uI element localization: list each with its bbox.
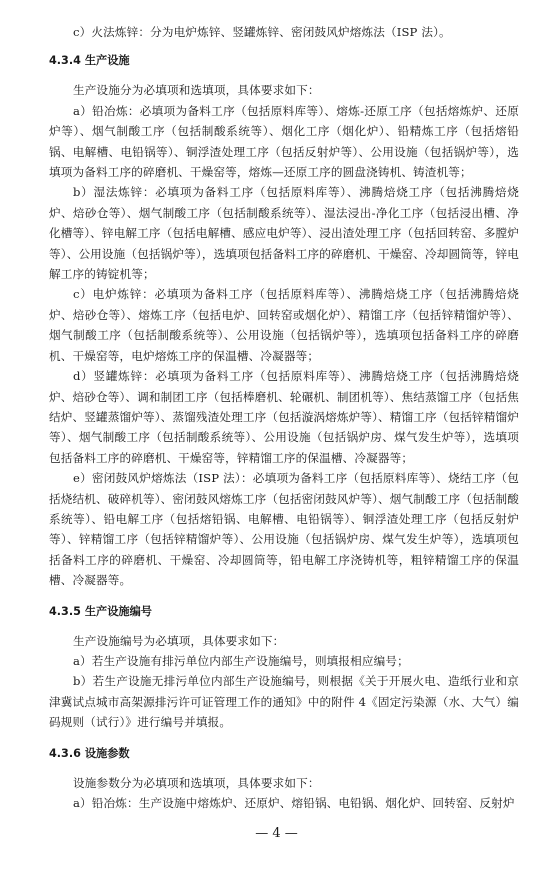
paragraph-item-a: a）若生产设施有排污单位内部生产设施编号，则填报相应编号； (73, 653, 409, 668)
spacer (49, 71, 519, 80)
paragraph: 生产设施分为必填项和选填项，具体要求如下： (73, 83, 320, 98)
section-production-facilities (49, 51, 519, 590)
section-number: 4.3.6 (49, 746, 81, 760)
paragraph-item-b: b）湿法炼锌：必填项为备料工序（包括原料库等）、沸腾焙烧工序（包括沸腾焙烧炉、焙砂仓等）、烟气制酸工序（包括制酸系统等）、湿法浸出-净化工序（包括浸出槽、净化槽等）、锌电解工序（包括电解槽、感应电炉等）、浸出渣处理工序（包括回转窑、多膛炉等）、公用设施（包括锅炉等），选填项包括备料工序的碎磨机、干燥窑、冷却圆筒等，锌电解工序的铸锭机等； (49, 185, 519, 282)
paragraph-item-a: a）铅冶炼：生产设施中熔炼炉、还原炉、熔铅锅、电铅锅、烟化炉、回转窑、反射炉 (73, 796, 515, 810)
section-heading (49, 602, 519, 622)
intro-item-c: c）火法炼锌：分为电炉炼锌、竖罐炼锌、密闭鼓风炉熔炼法（ISP 法）。 (73, 25, 451, 39)
paragraph-item-d: d）竖罐炼锌：必填项为备料工序（包括原料库等）、沸腾焙烧工序（包括沸腾焙烧炉、焙砂仓等）、调和制团工序（包括棒磨机、轮碾机、制团机等）、焦结蒸馏工序（包括焦结炉、竖罐蒸馏炉等）、蒸馏残渣处理工序（包括漩涡熔炼炉等）、精馏工序（包括锌精馏炉等）、烟气制酸工序（包括制酸系统等）、公用设施（包括锅炉房、煤气发生炉等），选填项包括备料工序的碎磨机、干燥窑等，锌精馏工序的保温槽、冷凝器等； (49, 369, 519, 465)
section-title: 设施参数 (84, 746, 130, 760)
section-heading (49, 744, 519, 764)
paragraph-item-a: a）铅冶炼：必填项为备料工序（包括原料库等）、熔炼-还原工序（包括熔炼炉、还原炉等）、烟气制酸工序（包括制酸系统等）、烟化工序（烟化炉）、铅精炼工序（包括熔铅锅、电解槽、电铅锅等）、铜浮渣处理工序（包括反射炉等）、公用设施（包括锅炉等），选填项为备料工序的碎磨机、干燥窑等，熔炼—还原工序的圆盘浇铸机、铸渣机等； (49, 103, 519, 180)
section-facility-parameters (49, 744, 519, 814)
spacer (49, 733, 519, 744)
paragraph-item-e: e）密闭鼓风炉熔炼法（ISP 法）：必填项为备料工序（包括原料库等）、烧结工序（包括烧结机、破碎机等）、密闭鼓风熔炼工序（包括密闭鼓风炉等）、烟气制酸工序（包括制酸系统等）、铅电解工序（包括熔铅锅、电解槽、电铅锅等）、铜浮渣处理工序（包括反射炉等）、锌精馏工序（包括锌精馏炉等）、公用设施（包括锅炉房、煤气发生炉等），选填项包括备料工序的碎磨机、干燥窑、冷却圆筒等，铅电解工序浇铸机等，粗锌精馏工序的保温槽、冷凝器等。 (49, 471, 519, 588)
document-body (49, 22, 519, 813)
section-number: 4.3.5 (49, 604, 81, 618)
section-title: 生产设施 (84, 54, 130, 68)
section-number: 4.3.4 (49, 54, 81, 68)
section-heading (49, 51, 519, 71)
page-number: — 4 — (255, 826, 298, 841)
spacer (49, 42, 519, 51)
section-facility-numbering (49, 602, 519, 733)
paragraph: 设施参数分为必填项和选填项，具体要求如下： (73, 775, 320, 790)
section-title: 生产设施编号 (84, 604, 152, 618)
spacer (49, 591, 519, 602)
paragraph-item-c: c）电炉炼锌：必填项为备料工序（包括原料库等）、沸腾焙烧工序（包括沸腾焙烧炉、焙砂仓等）、熔炼工序（包括电炉、回转窑或烟化炉）、精馏工序（包括锌精馏炉等）、烟气制酸工序（包括制酸系统等）、公用设施（包括锅炉等），选填项包括备料工序的碎磨机、干燥窑等，电炉熔炼工序的保温槽、冷凝器等； (49, 287, 519, 363)
spacer (49, 622, 519, 631)
spacer (49, 764, 519, 773)
paragraph: 生产设施编号为必填项，具体要求如下： (73, 633, 285, 648)
paragraph-item-b: b）若生产设施无排污单位内部生产设施编号，则根据《关于开展火电、造纸行业和京津冀试点城市高架源排污许可证管理工作的通知》中的附件 4《固定污染源（水、大气）编码规则（试行）》进行编号并填报。 (49, 674, 519, 730)
